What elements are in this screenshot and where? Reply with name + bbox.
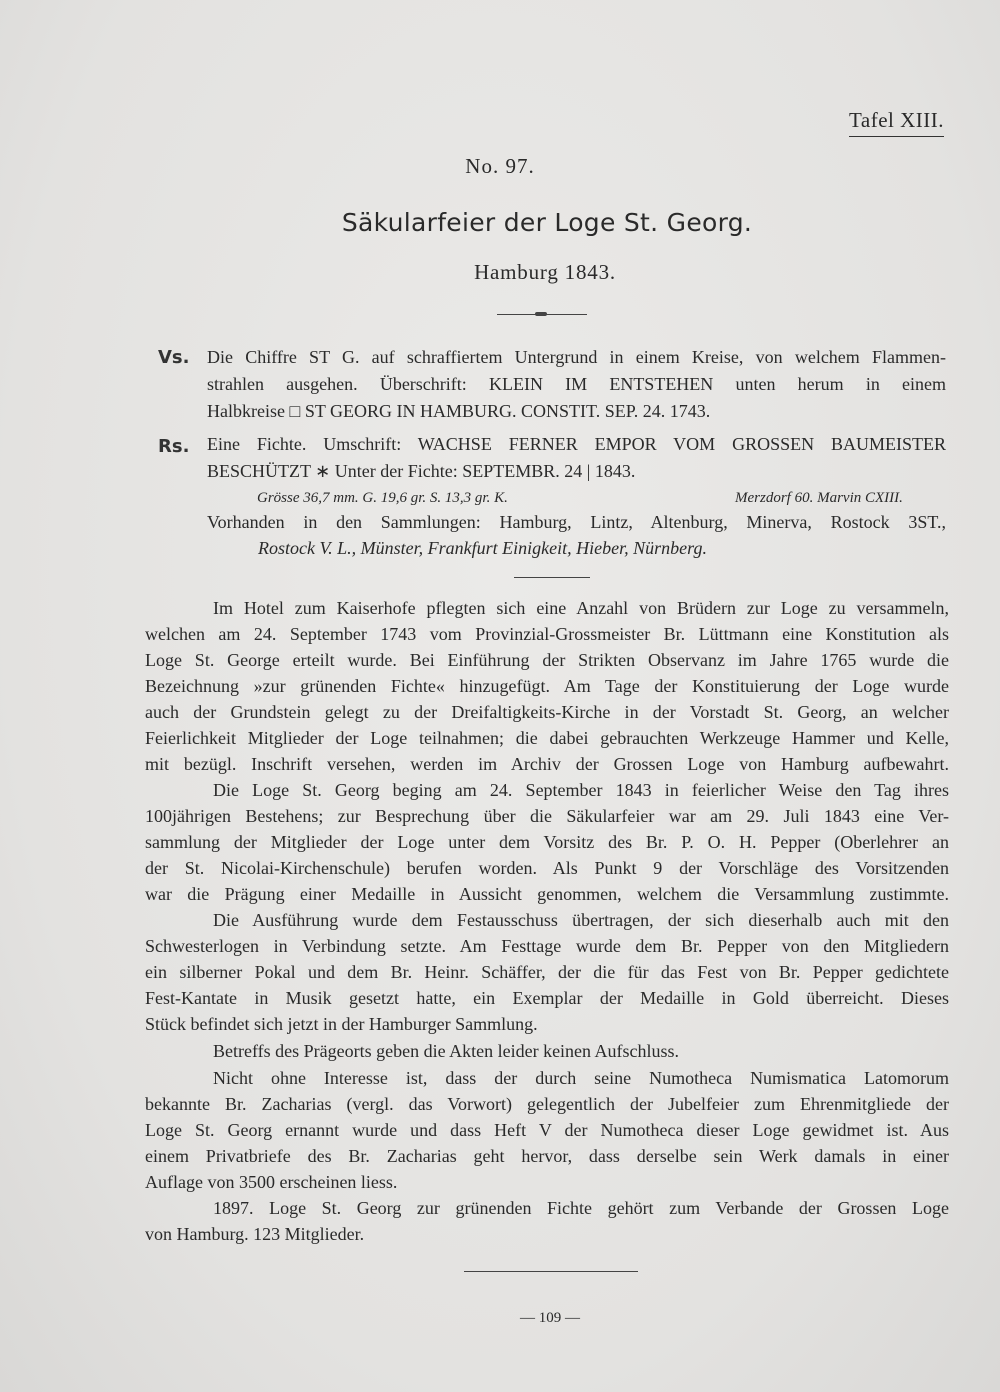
body-line: Stück befindet sich jetzt in der Hamburger Sammlung. [145, 1014, 538, 1034]
section-divider [514, 577, 590, 578]
references: Merzdorf 60. Marvin CXIII. [735, 490, 903, 506]
ornament-divider [497, 314, 587, 315]
body-line: welchen am 24. September 1743 vom Provinzial-Grossmeister Br. Lüttmann eine Konstitution als [145, 624, 949, 644]
obverse-line: Halbkreise □ ST GEORG IN HAMBURG. CONSTIT. SEP. 24. 1743. [207, 401, 711, 421]
obverse-line: strahlen ausgehen. Überschrift: KLEIN IM ENTSTEHEN unten herum in einem [207, 374, 946, 394]
body-line: Die Loge St. Georg beging am 24. September 1843 in feierlicher Weise den Tag ihres [213, 780, 949, 800]
body-line: Bezeichnung »zur grünenden Fichte« hinzugefügt. Am Tage der Konstituierung der Loge wurde [145, 676, 949, 696]
reverse-line: BESCHÜTZT ∗ Unter der Fichte: SEPTEMBR. 24 | 1843. [207, 461, 636, 481]
body-line: ein silberner Pokal und dem Br. Heinr. Schäffer, der die für das Fest von Br. Pepper gedichtete [145, 962, 949, 982]
body-line: Fest-Kantate in Musik gesetzt hatte, ein Exemplar der Medaille in Gold überreicht. Dieses [145, 988, 949, 1008]
body-line: Nicht ohne Interesse ist, dass der durch seine Numotheca Numismatica Latomorum [213, 1068, 949, 1088]
obverse-line: Die Chiffre ST G. auf schraffiertem Untergrund in einem Kreise, von welchem Flammen- [207, 347, 946, 367]
body-line: 1897. Loge St. Georg zur grünenden Fichte gehört zum Verbande der Grossen Loge [213, 1198, 949, 1218]
body-line: Die Ausführung wurde dem Festausschuss übertragen, der sich dieserhalb auch mit den [213, 910, 949, 930]
measurements: Grösse 36,7 mm. G. 19,6 gr. S. 13,3 gr. K. [257, 490, 508, 506]
page-title: Säkularfeier der Loge St. Georg. [341, 208, 753, 237]
body-line: bekannte Br. Zacharias (vergl. das Vorwort) gelegentlich der Jubelfeier zum Ehrenmitgliede der [145, 1094, 949, 1114]
collections-line: Rostock V. L., Münster, Frankfurt Einigkeit, Hieber, Nürnberg. [258, 538, 707, 558]
reverse-label: Rs. [158, 436, 190, 457]
body-line: Auflage von 3500 erscheinen liess. [145, 1172, 398, 1192]
body-line: der St. Nicolai-Kirchenschule) berufen worden. Als Punkt 9 der Vorschläge des Vorsitzenden [145, 858, 949, 878]
body-line: Schwesterlogen in Verbindung setzte. Am Festtage wurde dem Br. Pepper von den Mitgliedern [145, 936, 949, 956]
page-number: — 109 — [520, 1310, 580, 1326]
place-date: Hamburg 1843. [474, 260, 616, 284]
body-line: auch der Grundstein gelegt zu der Dreifaltigkeits-Kirche in der Vorstadt St. Georg, an welcher [145, 702, 949, 722]
body-line: von Hamburg. 123 Mitglieder. [145, 1224, 365, 1244]
body-line: war die Prägung einer Medaille in Aussicht genommen, welchem die Versammlung zustimmte. [145, 884, 949, 904]
end-divider [464, 1271, 638, 1272]
body-line: Betreffs des Prägeorts geben die Akten leider keinen Aufschluss. [213, 1041, 680, 1061]
entry-number: No. 97. [465, 154, 535, 178]
body-line: einem Privatbriefe des Br. Zacharias geht hervor, dass derselbe sein Werk damals in einer [145, 1146, 949, 1166]
body-line: sammlung der Mitglieder der Loge unter dem Vorsitz des Br. P. O. H. Pepper (Oberlehrer an [145, 832, 949, 852]
body-line: Im Hotel zum Kaiserhofe pflegten sich eine Anzahl von Brüdern zur Loge zu versammeln, [213, 598, 949, 618]
collections-line: Vorhanden in den Sammlungen: Hamburg, Lintz, Altenburg, Minerva, Rostock 3ST., [207, 512, 946, 532]
body-line: Loge St. George erteilt wurde. Bei Einführung der Strikten Observanz im Jahre 1765 wurde die [145, 650, 949, 670]
body-line: Loge St. Georg ernannt wurde und dass Heft V der Numotheca dieser Loge gewidmet ist. Aus [145, 1120, 949, 1140]
plate-number: Tafel XIII. [849, 108, 944, 137]
body-line: mit bezügl. Inschrift versehen, werden im Archiv der Grossen Loge von Hamburg aufbewahrt. [145, 754, 949, 774]
reverse-line: Eine Fichte. Umschrift: WACHSE FERNER EMPOR VOM GROSSEN BAUMEISTER [207, 434, 946, 454]
body-line: 100jährigen Bestehens; zur Besprechung über die Säkularfeier war am 29. Juli 1843 eine Ver- [145, 806, 949, 826]
obverse-label: Vs. [158, 347, 190, 368]
body-line: Feierlichkeit Mitglieder der Loge teilnahmen; die dabei gebrauchten Werkzeuge Hammer und Kelle, [145, 728, 949, 748]
